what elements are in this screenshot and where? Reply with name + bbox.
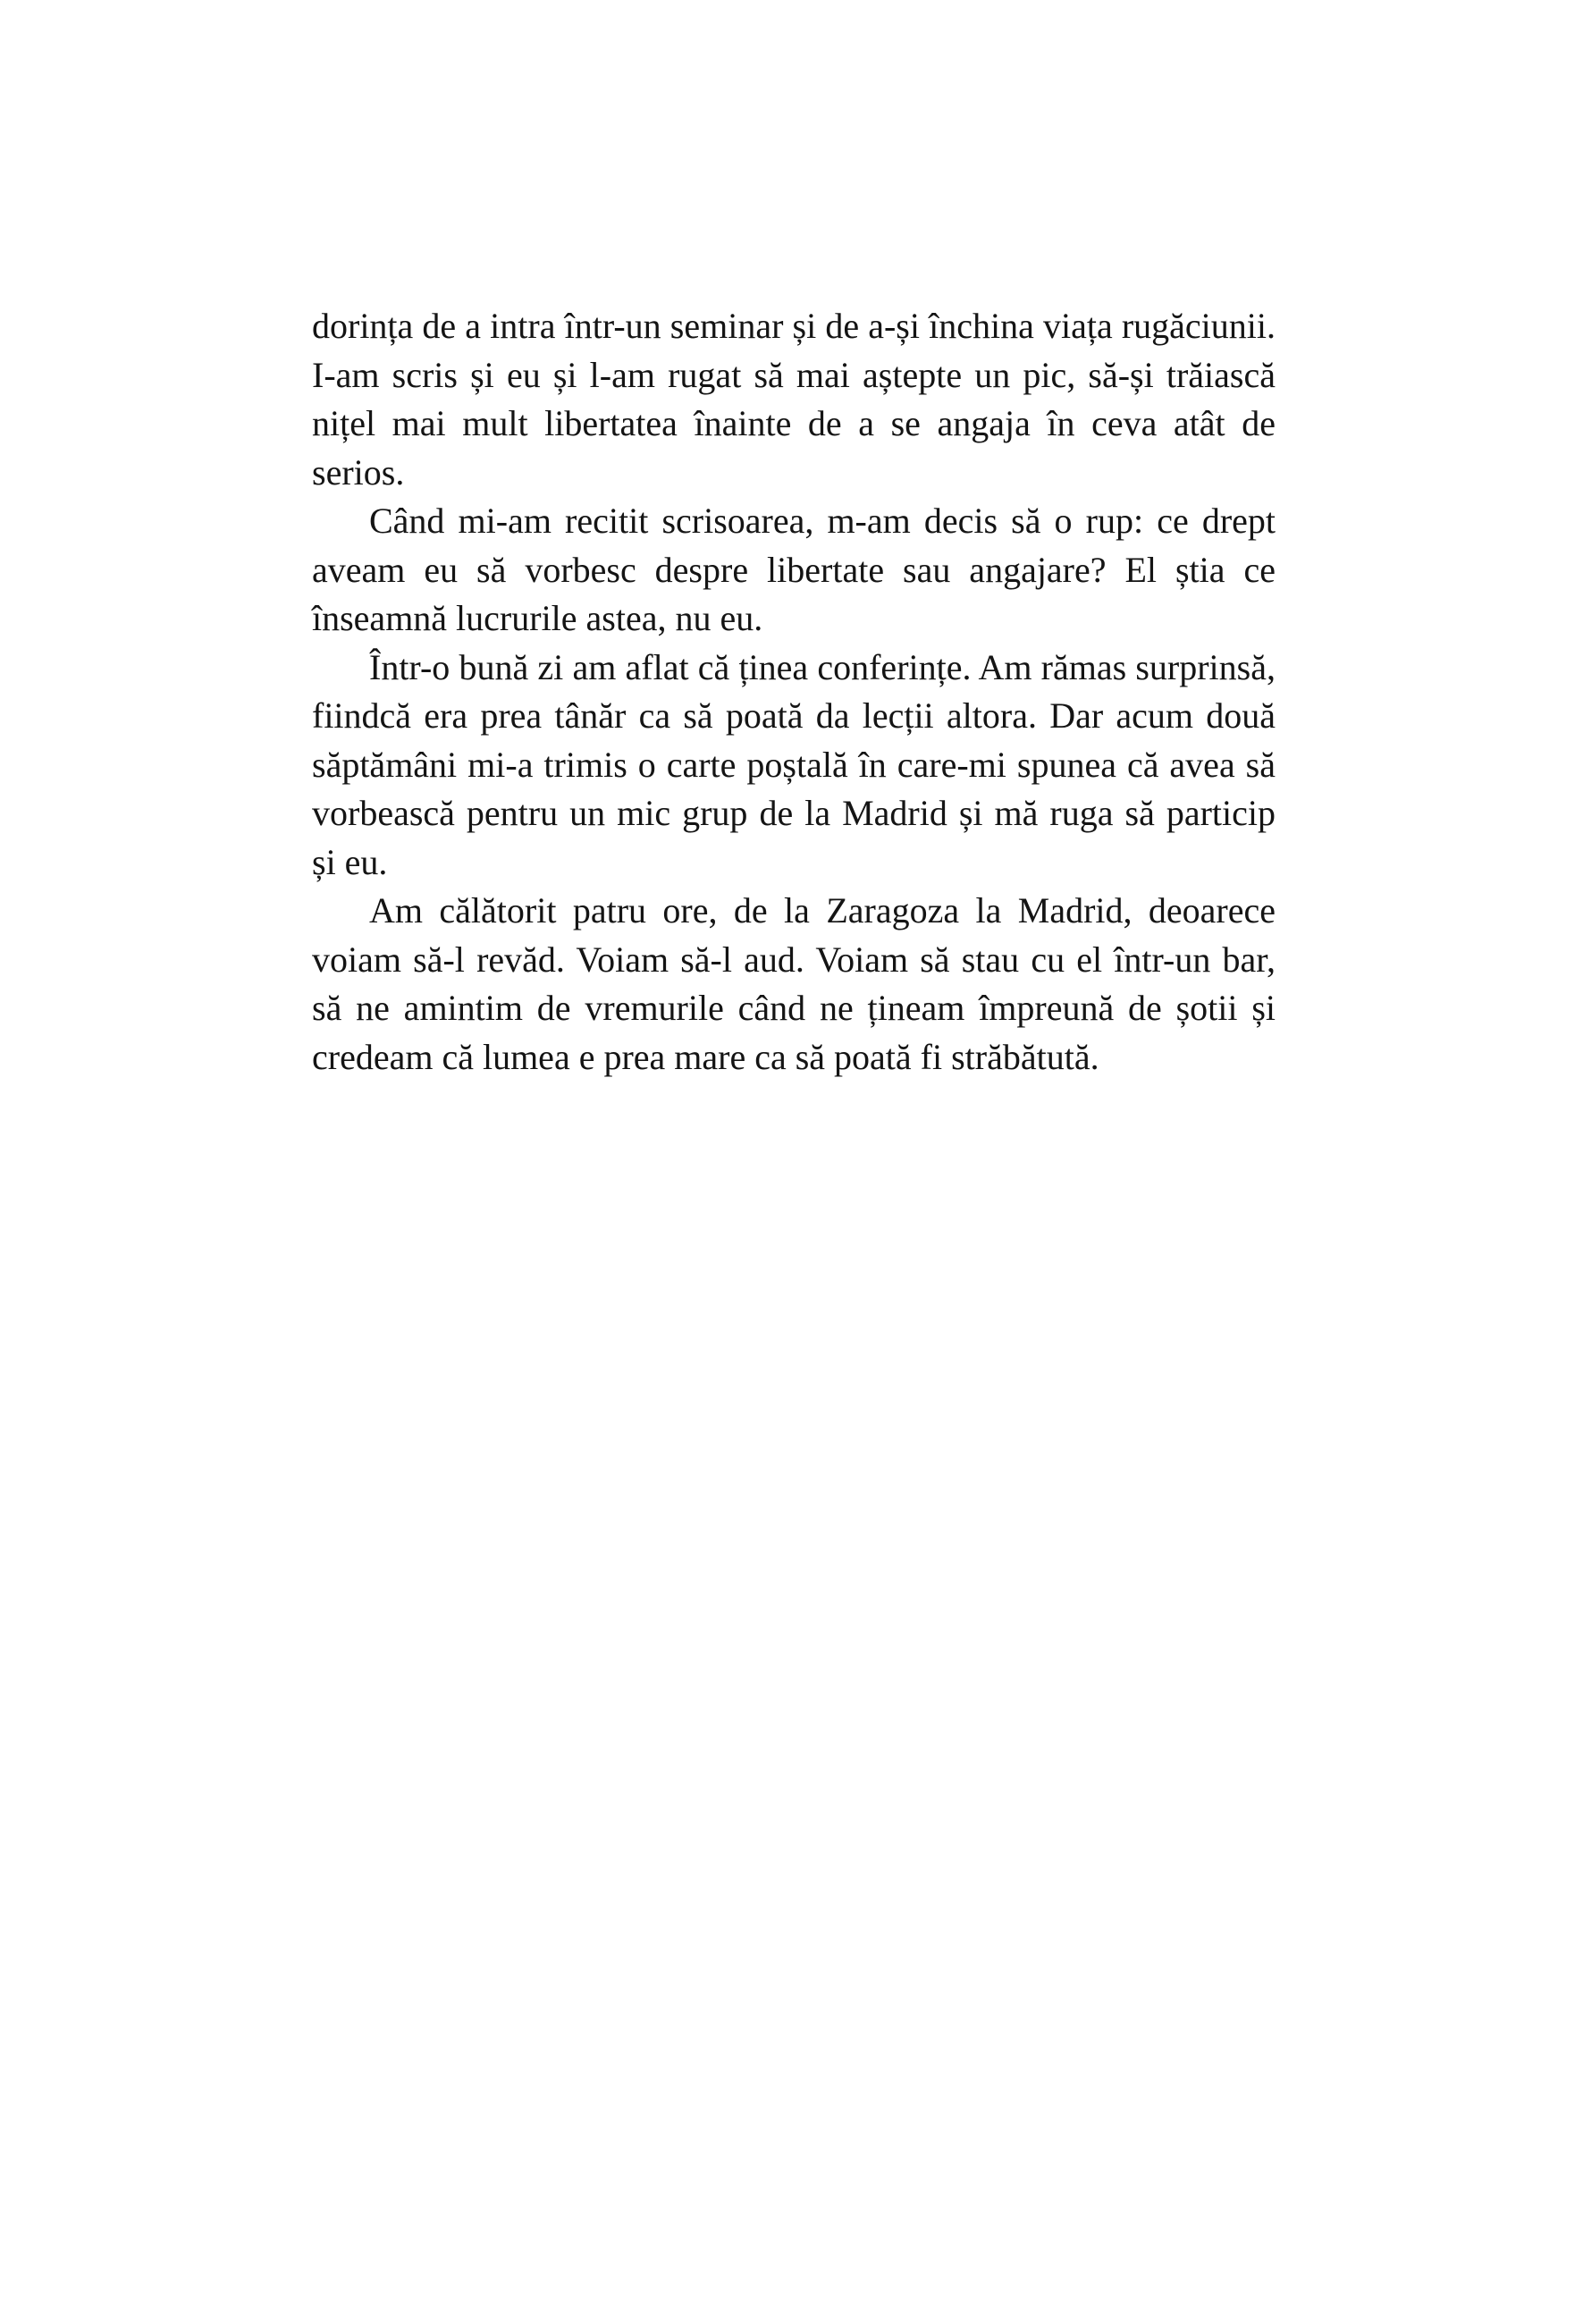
paragraph: Când mi-am recitit scrisoarea, m-am decis să o rup: ce drept aveam eu să vorbesc despre libertate sau angajare? El știa ce înseamnă lucrurile astea, nu eu.	[312, 501, 1276, 638]
text-block	[312, 302, 1276, 1082]
paragraph: Am călătorit patru ore, de la Zaragoza la Madrid, deoarece voiam să-l revăd. Voiam să-l aud. Voiam să stau cu el într-un bar, să ne amintim de vremurile când ne țineam împreună de șotii și credeam că lumea e prea mare ca să poată fi străbătută.	[312, 890, 1276, 1077]
paragraph: Într-o bună zi am aflat că ținea conferințe. Am rămas surprinsă, fiindcă era prea tânăr ca să poată da lecții altora. Dar acum două săptămâni mi-a trimis o carte poștală în care-mi spunea că avea să vorbească pentru un mic grup de la Madrid și mă ruga să particip și eu.	[312, 646, 1276, 882]
paragraph: dorința de a intra într-un seminar și de a-și închina viața rugăciunii. I-am scris și eu și l-am rugat să mai aștepte un pic, să-și trăiască nițel mai mult libertatea înainte de a se angaja în ceva atât de serios.	[312, 306, 1276, 493]
